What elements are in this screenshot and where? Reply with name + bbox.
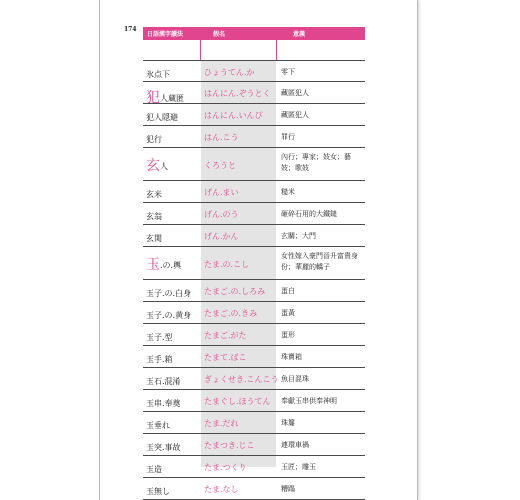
meaning-cell: 蛋黃 (281, 309, 295, 317)
header-divider (276, 40, 277, 60)
table-row (143, 368, 365, 390)
kana-cell: はんにん.いんぴ (204, 111, 263, 120)
meaning-cell: 珠寶箱 (281, 353, 302, 361)
kanji-highlight: 玄 (146, 158, 160, 174)
meaning-cell: 藏匿犯人 (281, 89, 309, 97)
kana-cell: たま.だれ (204, 419, 239, 428)
meaning-cell: 玉匠；雕玉 (281, 463, 316, 471)
kana-cell: たまご.の.しろみ (204, 287, 266, 296)
kanji-highlight: 玉 (146, 257, 160, 273)
table-row (143, 302, 365, 324)
meaning-cell: 珠簾 (281, 419, 295, 427)
table-row (143, 247, 365, 280)
kanji-cell (146, 186, 162, 202)
header-kanji: 日語漢字讀法 (147, 31, 184, 38)
kanji-cell (146, 439, 181, 455)
kana-cell: たまつき.じこ (204, 441, 255, 450)
table-row (143, 324, 365, 346)
meaning-cell: 蛋白 (281, 287, 295, 295)
kanji-text: 玉突.事故 (146, 443, 181, 452)
kana-cell: たま.つくり (204, 463, 247, 472)
meaning-cell: 內行；專家；妓女；藝妓；歌妓 (281, 153, 351, 172)
kanji-text: 玉垂れ (146, 421, 170, 430)
kanji-cell (146, 483, 170, 499)
kanji-cell (146, 285, 191, 301)
meaning-cell: 魚目混珠 (281, 375, 309, 383)
table-row (143, 203, 365, 225)
table-header (143, 27, 365, 40)
meaning-cell: 奉獻玉串供奉神明 (281, 397, 337, 405)
meaning-cell: 玄關；大門 (281, 232, 316, 240)
table-row (143, 82, 365, 104)
kanji-cell (146, 66, 170, 82)
meaning-cell: 蛋形 (281, 331, 295, 339)
table-row (143, 104, 365, 126)
kanji-text: 玉手.箱 (146, 355, 173, 364)
kanji-cell (146, 417, 170, 433)
header-meaning: 意義 (293, 31, 306, 38)
kana-cell: げん.まい (204, 188, 239, 197)
table-row (143, 126, 365, 148)
kanji-cell (146, 208, 162, 224)
kanji-text: 玉子.型 (146, 333, 173, 342)
kanji-cell (146, 109, 178, 125)
table-row (143, 148, 365, 181)
kana-cell: はんにん.ぞうとく (204, 89, 271, 98)
table-row (143, 456, 365, 478)
page-number: 174 (124, 26, 137, 33)
kanji-cell (146, 373, 181, 389)
table-row (143, 434, 365, 456)
meaning-cell: 罪行 (281, 133, 295, 141)
table-row (143, 280, 365, 302)
meaning-cell: 連環車禍 (281, 441, 309, 449)
kanji-cell (146, 307, 191, 323)
kana-cell: たま.の.こし (204, 260, 250, 269)
kanji-text: 玄翁 (146, 212, 162, 221)
meaning-cell: 糙米 (281, 188, 295, 196)
table-row (143, 412, 365, 434)
kanji-cell (146, 155, 168, 175)
kanji-cell (146, 230, 162, 246)
kana-cell: たまご.がた (204, 331, 247, 340)
table-row (143, 225, 365, 247)
kanji-cell (146, 254, 181, 274)
kanji-text: 人 (160, 162, 168, 171)
kanji-highlight: 犯 (146, 90, 160, 106)
table-row (143, 346, 365, 368)
kanji-text: 玉石.混淆 (146, 377, 181, 386)
kana-cell: たま.なし (204, 485, 239, 494)
kana-cell: げん.のう (204, 210, 239, 219)
table-row (143, 181, 365, 203)
kanji-text: 玄関 (146, 234, 162, 243)
kana-cell: くろうと (204, 161, 236, 170)
kanji-cell (146, 395, 181, 411)
kana-cell: たまご.の.きみ (204, 309, 258, 318)
meaning-cell: 女性嫁入豪門晉升富貴身份；華麗的轎子 (281, 252, 358, 271)
table-row (143, 478, 365, 500)
header-kana: 假名 (213, 31, 226, 38)
kanji-text: 犯人隠避 (146, 113, 178, 122)
kanji-cell (146, 461, 162, 477)
kana-cell: はん.こう (204, 133, 239, 142)
table-row (143, 390, 365, 412)
kanji-text: 人蔵匿 (160, 94, 184, 103)
kanji-text: 犯行 (146, 135, 162, 144)
kana-cell: げん.かん (204, 232, 239, 241)
kanji-text: 玉子.の.黄身 (146, 311, 192, 320)
kana-cell: たまて.ばこ (204, 353, 247, 362)
kana-cell: ひょうてん.か (204, 68, 255, 77)
kanji-text: 玉造 (146, 465, 162, 474)
meaning-cell: 糟蹋 (281, 485, 295, 493)
kanji-text: 玉串.奉奠 (146, 399, 181, 408)
meaning-cell: 藏匿犯人 (281, 111, 309, 119)
header-divider (200, 40, 201, 60)
kanji-text: .の.輿 (160, 261, 182, 270)
meaning-cell: 砸碎石用的大鐵鎚 (281, 210, 337, 218)
kanji-text: 玉子.の.白身 (146, 289, 192, 298)
kanji-text: 氷点下 (146, 70, 170, 79)
table-row (143, 60, 365, 82)
meaning-cell: 零下 (281, 68, 295, 76)
kanji-text: 玉無し (146, 487, 170, 496)
kanji-text: 玄米 (146, 190, 162, 199)
kanji-cell (146, 131, 162, 147)
vocab-table (143, 60, 365, 500)
kana-cell: たまぐし.ほうてん (204, 397, 271, 406)
kanji-cell (146, 329, 173, 345)
kanji-cell (146, 351, 173, 367)
kana-cell: ぎょくせき.こんこう (204, 375, 279, 384)
